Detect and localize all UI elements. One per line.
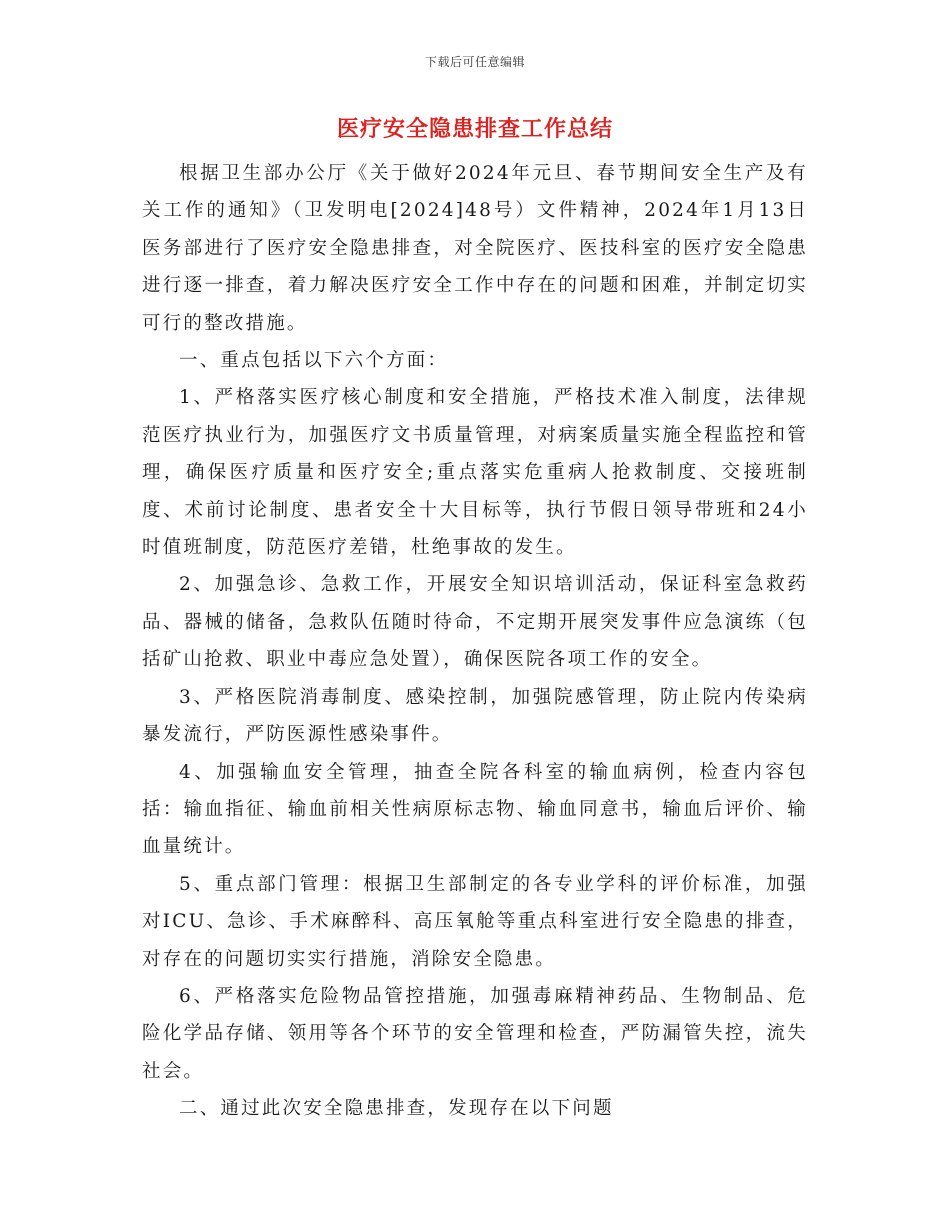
list-item-6: 6、严格落实危险物品管控措施，加强毒麻精神药品、生物制品、危险化学品存储、领用等各个环节的安全管理和检查，严防漏管失控，流失社会。 [142, 985, 808, 1082]
intro-paragraph: 根据卫生部办公厅《关于做好2024年元旦、春节期间安全生产及有关工作的通知》（卫发明电[2024]48号）文件精神，2024年1月13日医务部进行了医疗安全隐患排查，对全院医疗、医技科室的医疗安全隐患进行逐一排查，着力解决医疗安全工作中存在的问题和困难，并制定切实可行的整改措施。 [142, 163, 808, 334]
section-heading-1: 一、重点包括以下六个方面： [179, 350, 449, 372]
list-item-3: 3、严格医院消毒制度、感染控制，加强院感管理，防止院内传染病暴发流行，严防医源性感染事件。 [142, 686, 808, 746]
document-title: 医疗安全隐患排查工作总结 [336, 116, 613, 142]
list-item-4: 4、加强输血安全管理，抽查全院各科室的输血病例，检查内容包括：输血指征、输血前相关性病原标志物、输血同意书，输血后评价、输血量统计。 [142, 761, 808, 858]
section-heading-2: 二、通过此次安全隐患排查，发现存在以下问题 [179, 1098, 614, 1120]
document-body [142, 155, 808, 1128]
list-item-5: 5、重点部门管理：根据卫生部制定的各专业学科的评价标准，加强对ICU、急诊、手术麻醉科、高压氧舱等重点科室进行安全隐患的排查，对存在的问题切实实行措施，消除安全隐患。 [142, 873, 808, 970]
header-note: 下载后可任意编辑 [424, 55, 525, 69]
list-item-1: 1、严格落实医疗核心制度和安全措施，严格技术准入制度，法律规范医疗执业行为，加强医疗文书质量管理，对病案质量实施全程监控和管理，确保医疗质量和医疗安全;重点落实危重病人抢救制度、交接班制度、术前讨论制度、患者安全十大目标等，执行节假日领导带班和24小时值班制度，防范医疗差错，杜绝事故的发生。 [142, 387, 808, 559]
list-item-2: 2、加强急诊、急救工作，开展安全知识培训活动，保证科室急救药品、器械的储备，急救队伍随时待命，不定期开展突发事件应急演练（包括矿山抢救、职业中毒应急处置），确保医院各项工作的安全。 [142, 574, 808, 671]
